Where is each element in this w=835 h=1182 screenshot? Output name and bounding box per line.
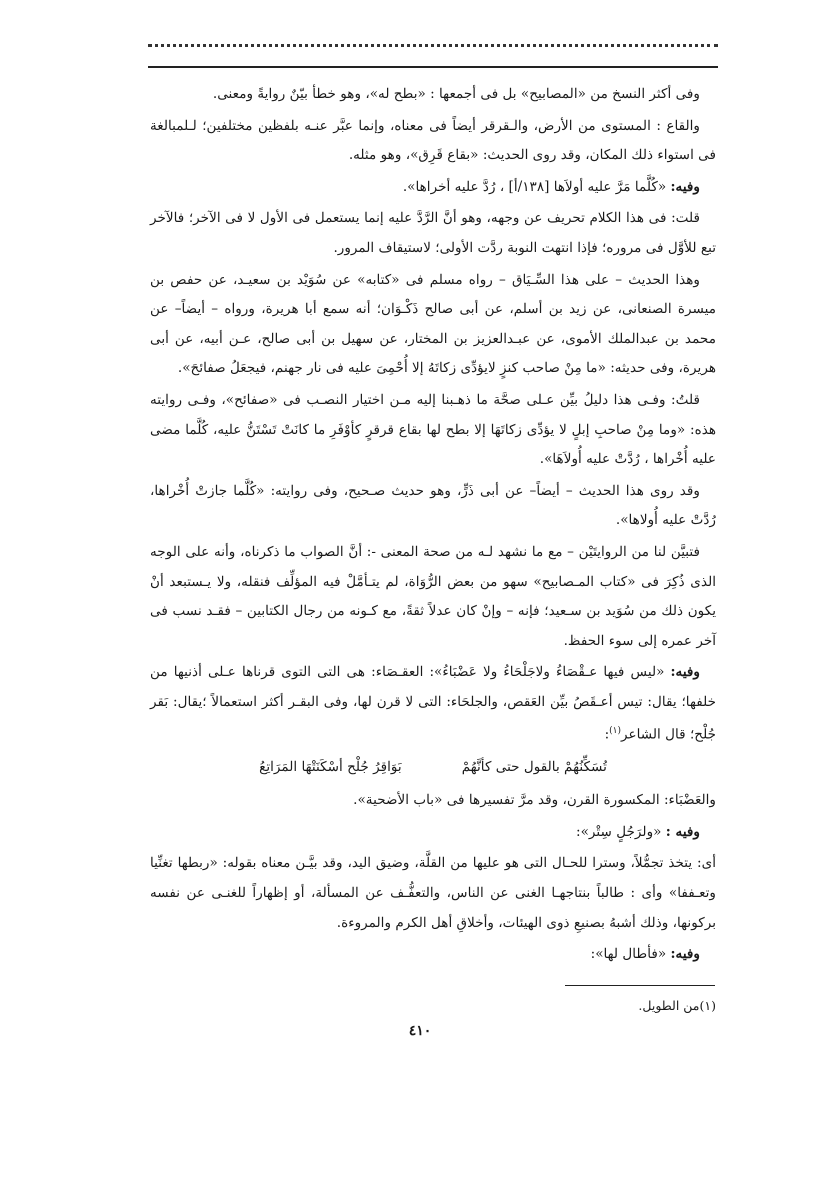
paragraph: والقاع : المستوى من الأرض، والـقرقر أيضاً فى معناه، وإنما عبَّر عنـه بلفظين مختلفين؛ لـلمبالغة فى استواء ذلك المكان، وقد روى الحديث: «بقاع قَرِق»، وهو مثله. <box>150 117 716 164</box>
paragraph: والعَضْبَاء: المكسورة القرن، وقد مرَّ تفسيرها فى «باب الأضحية». <box>353 792 716 809</box>
paragraph: وفيه: «فأطال لها»: <box>590 946 700 963</box>
paragraph: أى: يتخذ تجمُّلاً، وسترا للحـال التى هو عليها من القلَّة، وضيق اليد، وقد بيَّـن معناه بقوله: «ربطها تغنِّيا وتعـففا» وأى : طالباً بنتاجهـا الغنى عن الناس، والتعفُّـف عن المسألة، أو إظهاراً للغنـى عن نفسه بركونها، وذلك أشبهُ بصنيعِ ذوى الهيئات، وأخلاقِ أهل الكرم والمروءة. <box>150 855 716 931</box>
paragraph: وقد روى هذا الحديث – أيضاً– عن أبى ذَرٍّ، وهو حديث صـحيح، وفى روايته: «كُلَّما جازتْ أُخْراها، رُدَّتْ عليه أُولاها». <box>150 482 716 529</box>
paragraph: وهذا الحديث – على هذا السِّـيَاق – رواه مسلم فى «كتابه» عن سُوَيْد بن سعيـد، عن حفص بن ميسرة الصنعانى، عن زيد بن أسلم، عن أبى صالح ذَكْـوَان؛ أنه سمع أبا هريرة، ورواه – أيضاً– عن محمد بن عبدالملك الأموى، عن عبـدالعزيز بن المختار، عن سهيل بن أبى صالح، عـن أبيه، عن أبى هريرة، وفى حديثه: «ما مِنْ صاحب كنزٍ لايؤدِّى زكاتَهُ إلا أُحْمِىَ عليه فى نار جهنم، فيجعَلُ صفائحَ». <box>150 271 716 377</box>
footnote: (١)من الطويل. <box>638 998 716 1013</box>
paragraph: وفيه : «ولرَجُلٍ سِتْر»: <box>576 823 700 840</box>
verse-first-hemistich: تُسَكِّنُهُمْ بالقول حتى كأنَّهُمْ <box>461 758 607 775</box>
paragraph: وفيه: «كُلَّما مَرَّ عليه أولاَها [١٣٨/أ] ، رُدَّ عليه أخراها». <box>402 178 700 195</box>
paragraph: قلتُ: وفـى هذا دليلُ بيِّن عـلى صحَّة ما ذهـبنا إليه مـن اختيار النصـب فى «صفائح»، وفـى روايته هذه: «وما مِنْ صاحبِ إبلٍ لا يؤدِّى زكاتَهَا إلا بطح لها بقاع قرقرٍ كأوْفَرِ ما كانَتْ تَسْتَنُّ عليه، كُلَّما مضى عليه أُخْراها ، رُدَّتْ عليه أُولاَهَا». <box>150 391 716 468</box>
paragraph: فتبيَّن لنا من الروايتَيْن – مع ما نشهد لـه من صحة المعنى -: أنَّ الصواب ما ذكرناه، وأنه على الوجه الذى ذُكِرَ فى «كتاب المـصابيح» سهو من بعض الرُّوَاة، لم يتـأمَّلْ فيه المؤلِّف فنقله، ولا يـستبعد أنْ يكون ذلك من سُوَيد بن سـعيد؛ فإنه – وإنْ كان عدلاً ثقةً، مع كـونه من رجال الكتابين – فقـد نسب فى آخر عمره إلى سوء الحفظ. <box>150 543 716 649</box>
main-text <box>150 80 716 972</box>
paragraph: وفيه: «ليس فيها عـقْصَاءُ ولاجَلْحَاءُ ولا عَضْبَاءُ»: العقـصَاء: هى التى التوى قرناها عـلى أذنيها من خلفها؛ يقال: تيس أعـقَصُ بيِّن العَقص، والجلحَاء: التى لا قرن لها، وفى البقـر أكثر استعمالاً ؛يقال: بَقر جُلْح؛ قال الشاعر$^{(١)}$: <box>150 664 716 743</box>
page-number: ٤١٠ <box>408 1023 432 1039</box>
footnote-marker: (١) <box>609 726 622 737</box>
top-solid-rule <box>148 66 718 68</box>
verse-second-hemistich: بَوَاقِرُ جُلْح أسْكَنَتْهَا المَرَاتِعُ <box>259 758 402 775</box>
paragraph: وفى أكثر النسخ من «المصابيح» بل فى أجمعها : «بطح له»، وهو خطأ بيّنٌ روايةً ومعنى. <box>212 86 700 102</box>
paragraph: قلت: فى هذا الكلام تحريف عن وجهه، وهو أنَّ الرَّدَّ عليه إنما يستعمل فى الأول لا فى الآخر؛ فالآخر تبع للأوَّل فى مروره؛ فإذا انتهت النوبة ردَّت الأولى؛ لاستيقاف المرور. <box>150 210 716 256</box>
top-dotted-rule <box>148 44 718 53</box>
poetry-verse <box>150 753 716 783</box>
footnote-separator <box>565 985 715 986</box>
